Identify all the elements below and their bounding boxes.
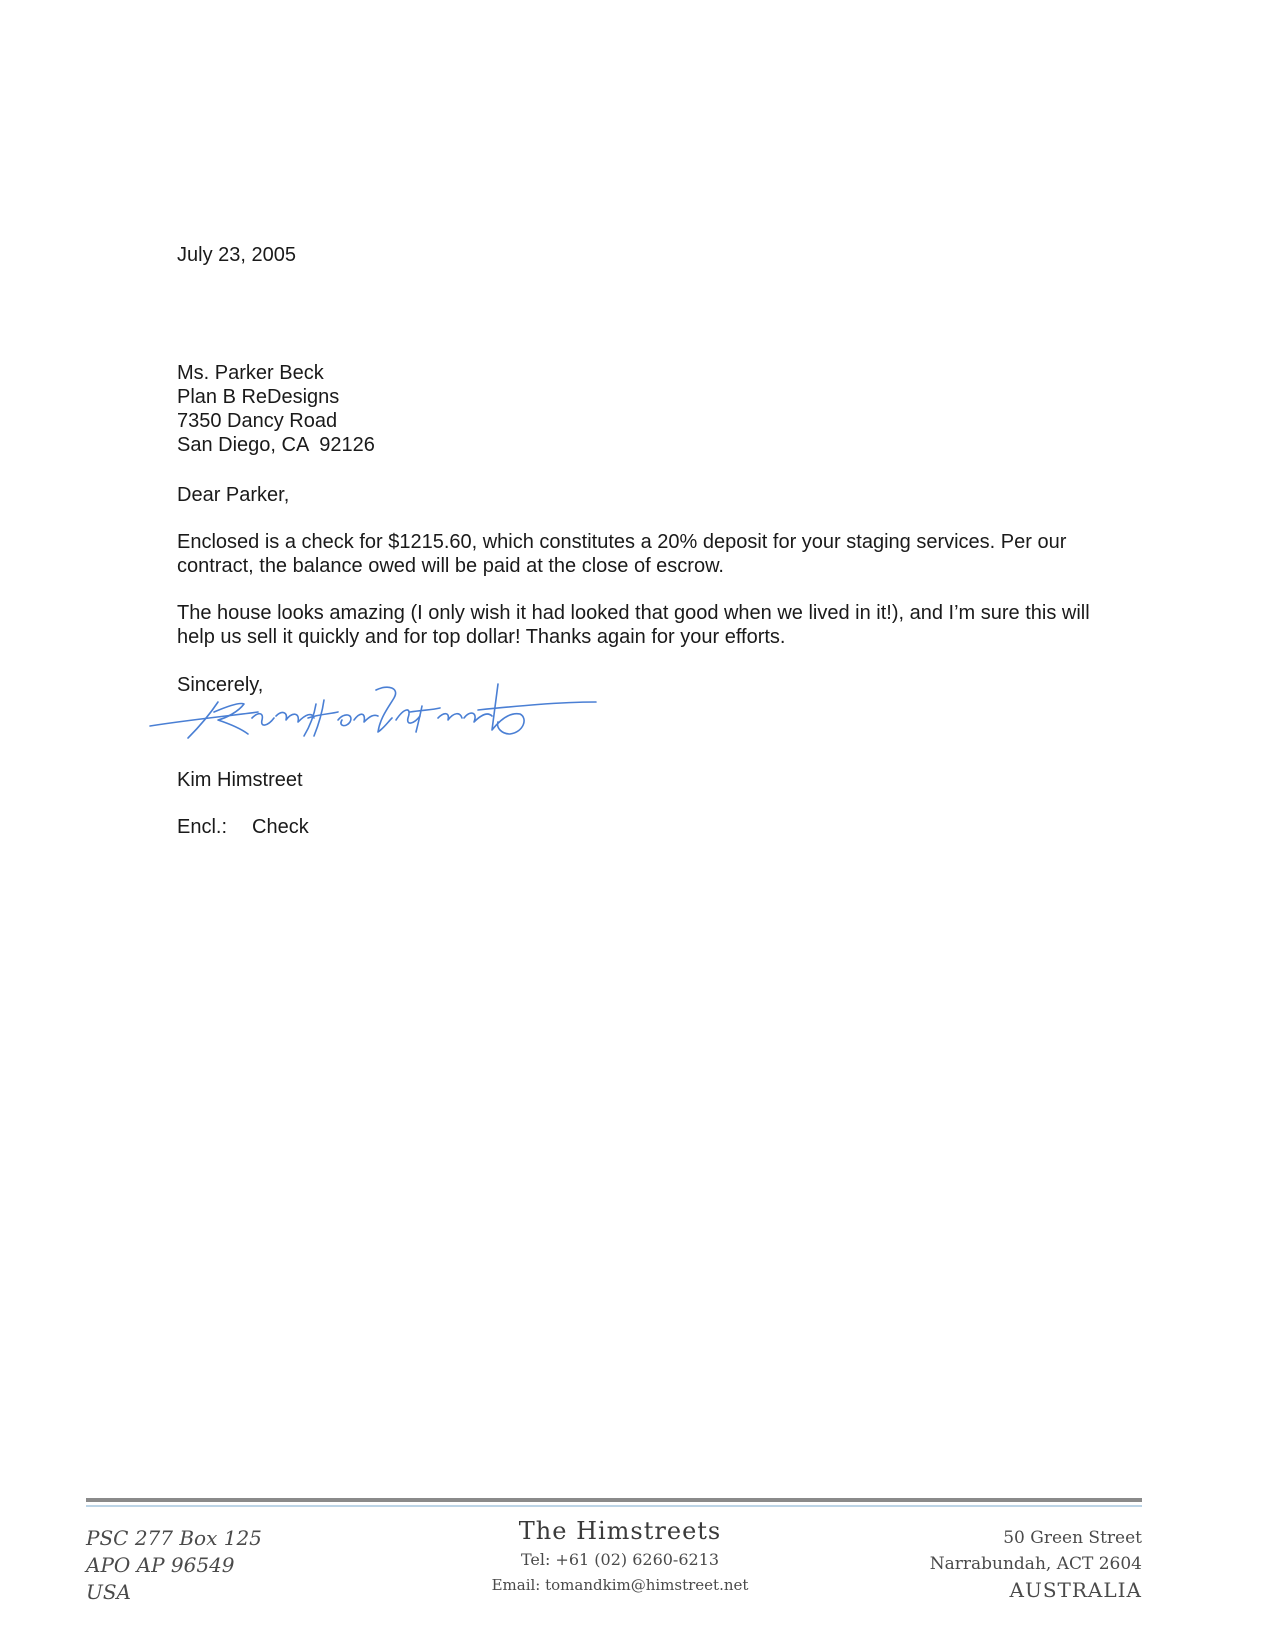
footer-us-line3: USA — [86, 1580, 131, 1604]
footer-au-address — [930, 1525, 1142, 1603]
body-paragraph-1: Enclosed is a check for $1215.60, which constitutes a 20% deposit for your staging services. Per our contract, the balance owed will be paid at the close of escrow. — [177, 531, 1067, 577]
footer-divider — [86, 1498, 1142, 1502]
footer-divider-accent — [86, 1505, 1142, 1507]
footer-us-address — [86, 1525, 262, 1606]
footer-letterhead — [440, 1515, 800, 1597]
enclosure-line — [177, 815, 309, 839]
letterhead-name: The Himstreets — [518, 1517, 722, 1545]
enclosure-label: Encl.: — [177, 816, 228, 838]
closing: Sincerely, — [177, 674, 264, 696]
recipient-address — [177, 361, 375, 457]
enclosure-value: Check — [252, 816, 309, 838]
footer-us-line2: APO AP 96549 — [86, 1553, 235, 1577]
footer-au-line2: Narrabundah, ACT 2604 — [929, 1554, 1142, 1574]
recipient-name: Ms. Parker Beck — [177, 362, 324, 384]
body-paragraph-2: The house looks amazing (I only wish it had looked that good when we lived in it!), and I’m sure this will help us sell it quickly and for top dollar! Thanks again for your efforts. — [177, 602, 1090, 648]
recipient-city: San Diego, CA 92126 — [177, 434, 375, 456]
recipient-street: 7350 Dancy Road — [177, 410, 338, 432]
footer-us-line1: PSC 277 Box 125 — [86, 1526, 262, 1550]
handwritten-signature — [148, 682, 598, 752]
signer-name: Kim Himstreet — [177, 769, 303, 791]
letterhead-email: Email: tomandkim@himstreet.net — [491, 1576, 749, 1594]
letter-date: July 23, 2005 — [177, 244, 296, 266]
salutation: Dear Parker, — [177, 484, 290, 506]
footer-au-line3: AUSTRALIA — [1009, 1578, 1142, 1602]
footer-au-line1: 50 Green Street — [1003, 1528, 1142, 1548]
letterhead-phone: Tel: +61 (02) 6260-6213 — [520, 1550, 720, 1569]
recipient-company: Plan B ReDesigns — [177, 386, 340, 408]
